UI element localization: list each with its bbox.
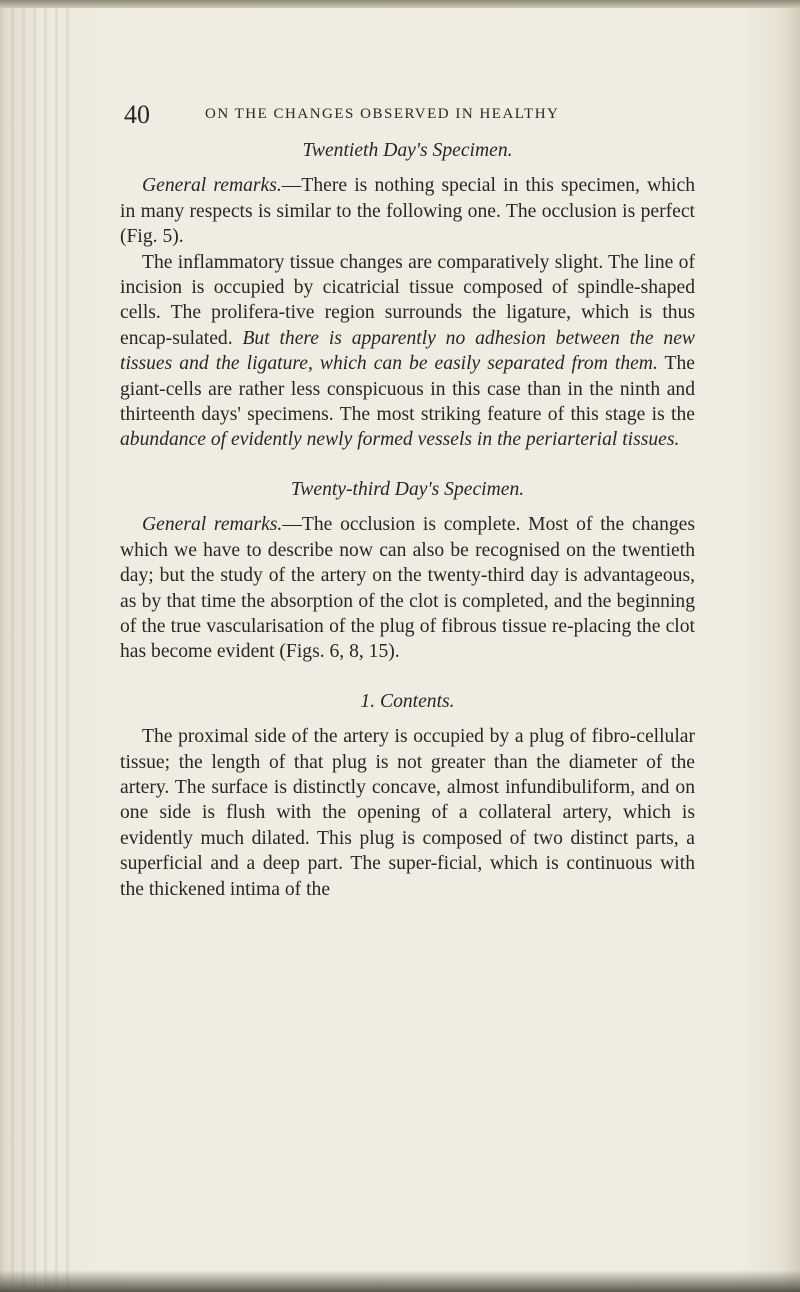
italic-emphasis: But there is apparently no adhesion between the new tissues and the ligature, which can be easily separated from them.	[120, 327, 695, 375]
bottom-edge-shadow	[0, 1270, 800, 1292]
remarks-label: General remarks.	[142, 514, 283, 536]
running-title: ON THE CHANGES OBSERVED IN HEALTHY	[205, 106, 560, 122]
remarks-label: General remarks.	[142, 175, 282, 197]
paragraph-text: —There is nothing special in this specimen, which in many respects is similar to the following one. The occlusion is perfect (Fig. 5).	[120, 175, 695, 248]
page-body	[120, 138, 695, 902]
italic-emphasis: abundance of evidently newly formed vessels in the periarterial tissues.	[120, 429, 680, 451]
section-title-twenty-third-day: Twenty-third Day's Specimen.	[290, 478, 525, 500]
subsection-title-contents: 1. Contents.	[360, 690, 455, 712]
paragraph-text: —The occlusion is complete. Most of the changes which we have to describe now can also be recognised on the twentieth day; but the study of the artery on the twenty-third day is advantageous, as by that time the absorption of the clot is completed, and the beginning of the true vascularisation of the plug of fibrous tissue re-placing the clot has become evident (Figs. 6, 8, 15).	[120, 514, 695, 663]
paragraph-inflammatory-changes	[120, 250, 695, 453]
paragraph-contents: The proximal side of the artery is occupied by a plug of fibro-cellular tissue; the length of that plug is not greater than the diameter of the artery. The surface is distinctly concave, almost infundibuliform, and on one side is flush with the opening of a collateral artery, which is evidently much dilated. This plug is composed of two distinct parts, a superficial and a deep part. The super-ficial, which is continuous with the thickened intima of the	[120, 726, 695, 900]
page-binding-edge	[0, 0, 70, 1292]
top-edge	[0, 0, 800, 8]
paragraph-text: The giant-cells are rather less conspicuous in this case than in the ninth and thirteenth days' specimens. The most striking feature of this stage is the	[120, 353, 695, 426]
paragraph-general-remarks-2	[120, 512, 695, 664]
page-number: 40	[124, 100, 150, 129]
paragraph-text: The inflammatory tissue changes are comparatively slight. The line of incision is occupied by cicatricial tissue composed of spindle-shaped cells. The prolifera-tive region surrounds the ligature, which is thus encap-sulated.	[120, 251, 695, 349]
paragraph-general-remarks-1	[120, 173, 695, 249]
page-header	[0, 100, 800, 130]
section-title-twentieth-day: Twentieth Day's Specimen.	[302, 140, 513, 161]
